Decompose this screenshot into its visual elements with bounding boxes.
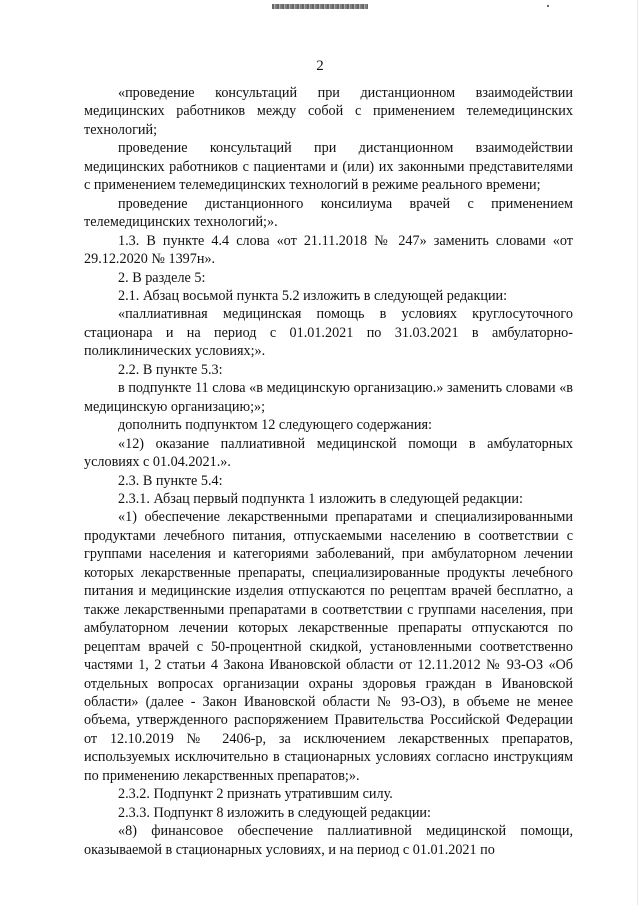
paragraph: 2.3.1. Абзац первый подпункта 1 изложить в следующей редакции:: [118, 490, 523, 507]
paragraph: дополнить подпунктом 12 следующего содержания:: [118, 417, 432, 434]
scan-edge: [637, 0, 638, 905]
paragraph: «паллиативная медицинская помощь в условиях круглосуточного стационара и на период с 01.01.2021 по 31.03.2021 в амбулаторно-поликлинических условиях;».: [84, 306, 573, 360]
scan-dot: [547, 5, 549, 7]
paragraph: 2.3.3. Подпункт 8 изложить в следующей редакции:: [118, 804, 431, 821]
page-number: 2: [316, 58, 324, 74]
paragraph: 2. В разделе 5:: [118, 269, 206, 286]
paragraph: в подпункте 11 слова «в медицинскую организацию.» заменить словами «в медицинскую организацию;»;: [84, 380, 573, 415]
paragraph: 2.1. Абзац восьмой пункта 5.2 изложить в следующей редакции:: [118, 287, 508, 304]
paragraph: 2.3. В пункте 5.4:: [118, 472, 223, 489]
paragraph: проведение консультаций при дистанционном взаимодействии медицинских работников с пациентами и (или) их законными представителями с применением телемедицинских технологий в режиме реального времени;: [84, 140, 573, 194]
paragraph: «12) оказание паллиативной медицинской помощи в амбулаторных условиях с 01.04.2021.».: [84, 435, 573, 471]
paragraph: «проведение консультаций при дистанционном взаимодействии медицинских работников между собой с применением телемедицинских технологий;: [84, 85, 573, 138]
paragraph: 2.2. В пункте 5.3:: [118, 361, 223, 378]
paragraph: проведение дистанционного консилиума врачей с применением телемедицинских технологий;».: [84, 195, 573, 231]
paragraph: «8) финансовое обеспечение паллиативной медицинской помощи, оказываемой в стационарных условиях, и на период с 01.01.2021 по: [84, 823, 573, 858]
paragraph: 1.3. В пункте 4.4 слова «от 21.11.2018 № 247» заменить словами «от 29.12.2020 № 1397н».: [84, 232, 573, 268]
document-body: [84, 84, 573, 859]
scan-header-mark: [272, 4, 368, 9]
paragraph: 2.3.2. Подпункт 2 признать утратившим силу.: [118, 786, 393, 803]
paragraph: «1) обеспечение лекарственными препаратами и специализированными продуктами лечебного питания, отпускаемыми населению в соответствии с группами населения и категориями заболеваний, при амбулаторном лечении которых лекарственные препараты, специализированные продукты лечебного питания и медицинские изделия отпускаются по рецептам врачей бесплатно, а также лекарственными препаратами в соответствии с группами населения, при амбулаторном лечении которых лекарственные препараты отпускаются по рецептам врачей с 50-процентной скидкой, установленными соответственно частями 1, 2 статьи 4 Закона Ивановской области от 12.11.2012 № 93-ОЗ «Об отдельных вопросах организации охраны здоровья граждан в Ивановской области» (далее - Закон Ивановской области № 93-ОЗ), в объеме не менее объема, утвержденного распоряжением Правительства Российской Федерации от 12.10.2019 № 2406-р, за исключением лекарственных препаратов, используемых исключительно в стационарных условиях согласно инструкциям по применению лекарственных препаратов;».: [84, 509, 573, 784]
